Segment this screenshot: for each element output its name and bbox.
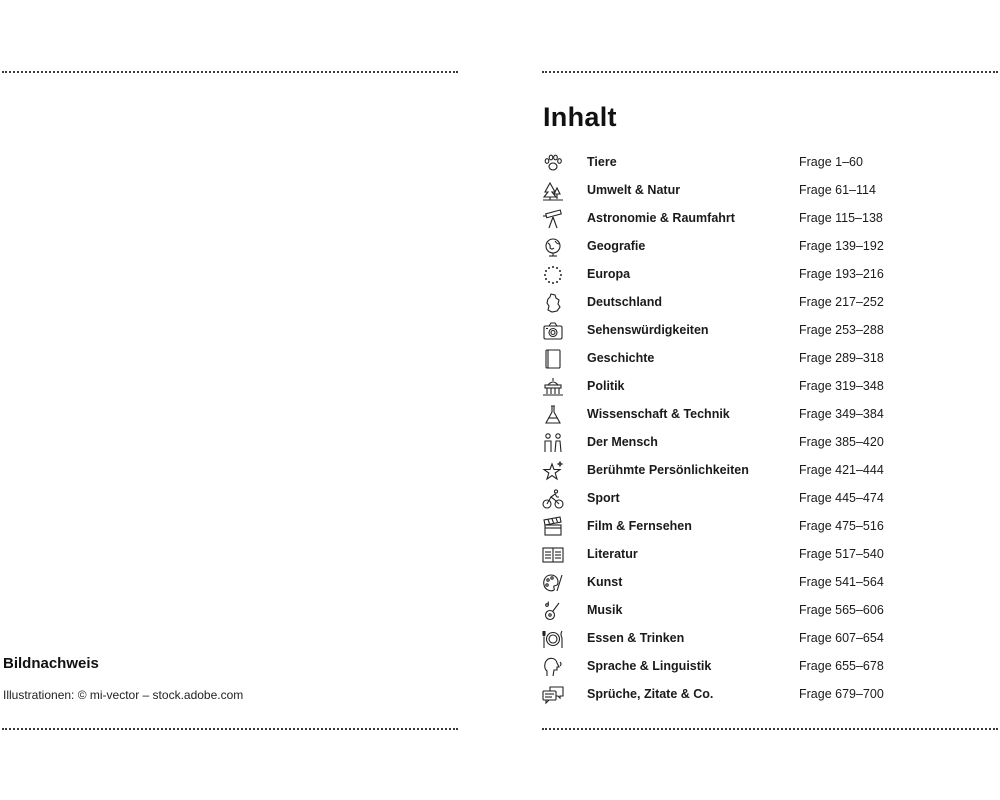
flask-icon [542, 404, 564, 426]
toc-label: Musik [587, 603, 623, 617]
toc-label: Europa [587, 267, 631, 281]
toc-range: Frage 349–384 [799, 407, 884, 421]
toc-range: Frage 445–474 [799, 491, 884, 505]
credits-text: Illustrationen: © mi-vector – stock.adobe.com [3, 688, 244, 702]
toc-range: Frage 253–288 [799, 323, 884, 337]
dotted-rule-right-top [542, 71, 998, 73]
book-icon [542, 348, 564, 370]
toc-label: Geschichte [587, 351, 655, 365]
toc-range: Frage 193–216 [799, 267, 884, 281]
toc-entry-literatur[interactable] [542, 541, 992, 569]
toc-range: Frage 565–606 [799, 603, 884, 617]
toc-label: Literatur [587, 547, 638, 561]
toc-entry-europa[interactable] [542, 261, 992, 289]
toc-entry-sprache[interactable] [542, 653, 992, 681]
toc-range: Frage 139–192 [799, 239, 884, 253]
toc-label: Astronomie & Raumfahrt [587, 211, 735, 225]
toc-entry-sprueche[interactable] [542, 681, 992, 709]
toc-entry-sport[interactable] [542, 485, 992, 513]
cyclist-icon [542, 488, 564, 510]
toc-label: Sprüche, Zitate & Co. [587, 687, 714, 701]
toc-range: Frage 61–114 [799, 183, 876, 197]
toc-entry-geografie[interactable] [542, 233, 992, 261]
toc-entry-film[interactable] [542, 513, 992, 541]
table-of-contents [542, 149, 992, 709]
dotted-rule-left-top [2, 71, 458, 73]
toc-range: Frage 475–516 [799, 519, 884, 533]
toc-label: Umwelt & Natur [587, 183, 681, 197]
toc-entry-wissenschaft[interactable] [542, 401, 992, 429]
germany-map-icon [542, 292, 564, 314]
toc-label: Berühmte Persönlichkeiten [587, 463, 749, 477]
globe-icon [542, 236, 564, 258]
music-icon [542, 600, 564, 622]
tree-icon [542, 180, 564, 202]
toc-range: Frage 655–678 [799, 659, 884, 673]
toc-range: Frage 517–540 [799, 547, 884, 561]
toc-label: Sehenswürdigkeiten [587, 323, 709, 337]
paw-icon [542, 152, 564, 174]
toc-range: Frage 217–252 [799, 295, 884, 309]
toc-entry-umwelt-natur[interactable] [542, 177, 992, 205]
toc-label: Sport [587, 491, 620, 505]
dotted-rule-left-bottom [2, 728, 458, 730]
toc-range: Frage 421–444 [799, 463, 884, 477]
toc-entry-deutschland[interactable] [542, 289, 992, 317]
toc-range: Frage 319–348 [799, 379, 884, 393]
plate-cutlery-icon [542, 628, 564, 650]
toc-range: Frage 607–654 [799, 631, 884, 645]
eu-stars-icon [542, 264, 564, 286]
toc-range: Frage 541–564 [799, 575, 884, 589]
star-icon [542, 460, 564, 482]
toc-label: Geografie [587, 239, 646, 253]
toc-label: Kunst [587, 575, 623, 589]
speech-bubbles-icon [542, 684, 564, 706]
toc-entry-geschichte[interactable] [542, 345, 992, 373]
toc-entry-der-mensch[interactable] [542, 429, 992, 457]
toc-label: Essen & Trinken [587, 631, 685, 645]
toc-entry-essen[interactable] [542, 625, 992, 653]
toc-label: Deutschland [587, 295, 663, 309]
toc-title: Inhalt [543, 102, 617, 132]
toc-label: Der Mensch [587, 435, 658, 449]
toc-label: Wissenschaft & Technik [587, 407, 730, 421]
toc-label: Tiere [587, 155, 617, 169]
camera-icon [542, 320, 564, 342]
toc-range: Frage 1–60 [799, 155, 863, 169]
toc-range: Frage 289–318 [799, 351, 884, 365]
telescope-icon [542, 208, 564, 230]
toc-entry-tiere[interactable] [542, 149, 992, 177]
speaking-head-icon [542, 656, 564, 678]
toc-label: Sprache & Linguistik [587, 659, 712, 673]
toc-label: Politik [587, 379, 625, 393]
credits-heading: Bildnachweis [3, 655, 99, 672]
dotted-rule-right-bottom [542, 728, 998, 730]
toc-entry-kunst[interactable] [542, 569, 992, 597]
clapperboard-icon [542, 516, 564, 538]
toc-entry-astronomie[interactable] [542, 205, 992, 233]
toc-entry-sehenswuerdigkeiten[interactable] [542, 317, 992, 345]
toc-label: Film & Fernsehen [587, 519, 692, 533]
open-book-icon [542, 544, 564, 566]
palette-icon [542, 572, 564, 594]
toc-entry-politik[interactable] [542, 373, 992, 401]
toc-entry-musik[interactable] [542, 597, 992, 625]
toc-range: Frage 679–700 [799, 687, 884, 701]
people-icon [542, 432, 564, 454]
toc-range: Frage 115–138 [799, 211, 883, 225]
parliament-icon [542, 376, 564, 398]
toc-range: Frage 385–420 [799, 435, 884, 449]
toc-entry-beruehmte[interactable] [542, 457, 992, 485]
